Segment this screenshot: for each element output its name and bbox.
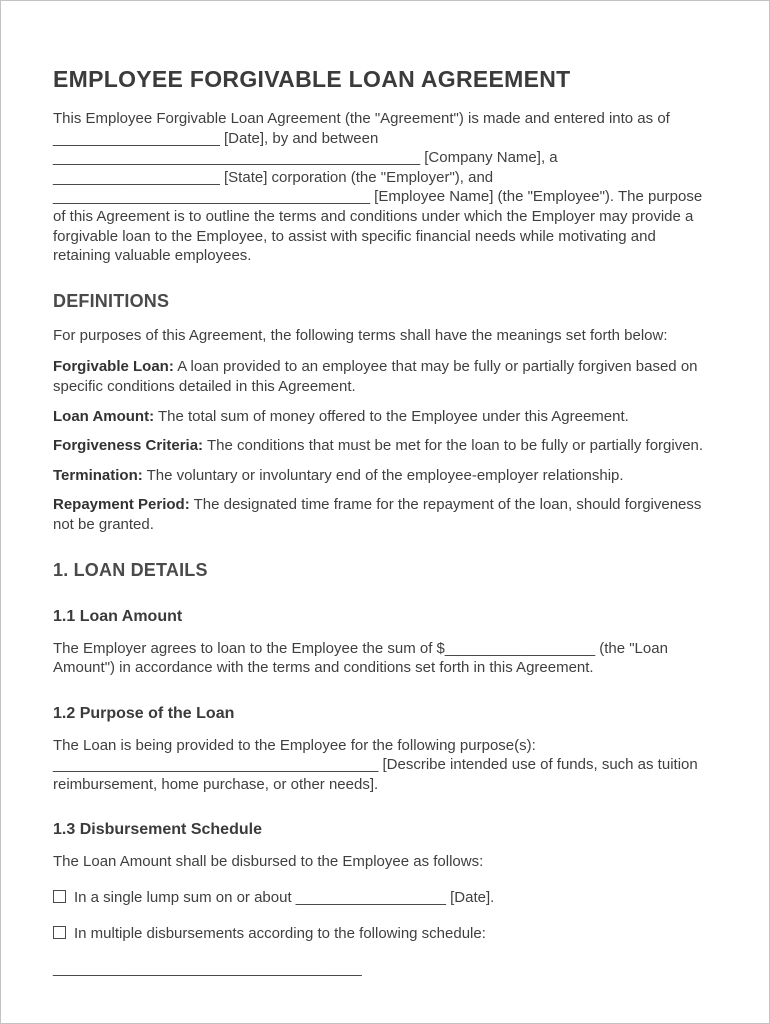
definition-term: Termination: (53, 466, 143, 484)
disbursement-option-lump-sum (53, 888, 717, 908)
intro-paragraph: This Employee Forgivable Loan Agreement (the "Agreement") is made and entered into as of ____________________ [Date], by and between ____________________________________________ [Company Name], a ____________________ [State] corporation (the "Employer"), and ______________________________________ [Employee Name] (the "Employee"). The purpose of this Agreement is to outline the terms and conditions under which the Employer may provide a forgivable loan to the Employee, to assist with specific financial needs while motivating and retaining valuable employees. (53, 110, 703, 265)
definition-text: The conditions that must be met for the loan to be fully or partially forgiven. (206, 437, 704, 455)
section-1-3-body: The Loan Amount shall be disbursed to the Employee as follows: (53, 853, 484, 871)
definition-item (53, 466, 717, 486)
definition-term: Forgivable Loan: (53, 358, 174, 376)
definition-item (53, 357, 717, 396)
section-1-2-heading: 1.2 Purpose of the Loan (53, 704, 235, 722)
definition-item (53, 436, 717, 456)
document-title: EMPLOYEE FORGIVABLE LOAN AGREEMENT (53, 66, 571, 92)
definition-term: Repayment Period: (53, 496, 190, 514)
checkbox[interactable] (53, 890, 66, 903)
definition-term: Loan Amount: (53, 407, 155, 425)
schedule-blank-line: _____________________________________ (53, 960, 362, 978)
definition-text: The designated time frame for the repayment of the loan, should forgiveness not be granted. (53, 496, 702, 533)
definition-text: A loan provided to an employee that may be fully or partially forgiven based on specific conditions detailed in this Agreement. (53, 358, 698, 395)
section-1-3-heading: 1.3 Disbursement Schedule (53, 821, 262, 839)
disbursement-option-multiple (53, 924, 717, 944)
checkbox[interactable] (53, 926, 66, 939)
definition-item (53, 495, 717, 534)
section-1-1-body: The Employer agrees to loan to the Employee the sum of $__________________ (the "Loan Amount") in accordance with the terms and conditions set forth in this Agreement. (53, 639, 668, 677)
definition-item (53, 407, 717, 427)
definition-text: The total sum of money offered to the Employee under this Agreement. (158, 407, 629, 425)
checkbox-label: In multiple disbursements according to the following schedule: (74, 924, 486, 942)
definitions-intro: For purposes of this Agreement, the following terms shall have the meanings set forth below: (53, 326, 668, 344)
definition-term: Forgiveness Criteria: (53, 437, 204, 455)
definition-text: The voluntary or involuntary end of the employee-employer relationship. (146, 466, 624, 484)
section-1-2-body: The Loan is being provided to the Employee for the following purpose(s): _______________________________________ [Describe intended use of funds, such as tuition reimbursement, home purchase, or other needs]. (53, 736, 698, 793)
definitions-heading: DEFINITIONS (53, 290, 170, 311)
checkbox-label: In a single lump sum on or about __________________ [Date]. (74, 889, 495, 907)
section-1-heading: 1. LOAN DETAILS (53, 559, 208, 580)
section-1-1-heading: 1.1 Loan Amount (53, 607, 183, 625)
